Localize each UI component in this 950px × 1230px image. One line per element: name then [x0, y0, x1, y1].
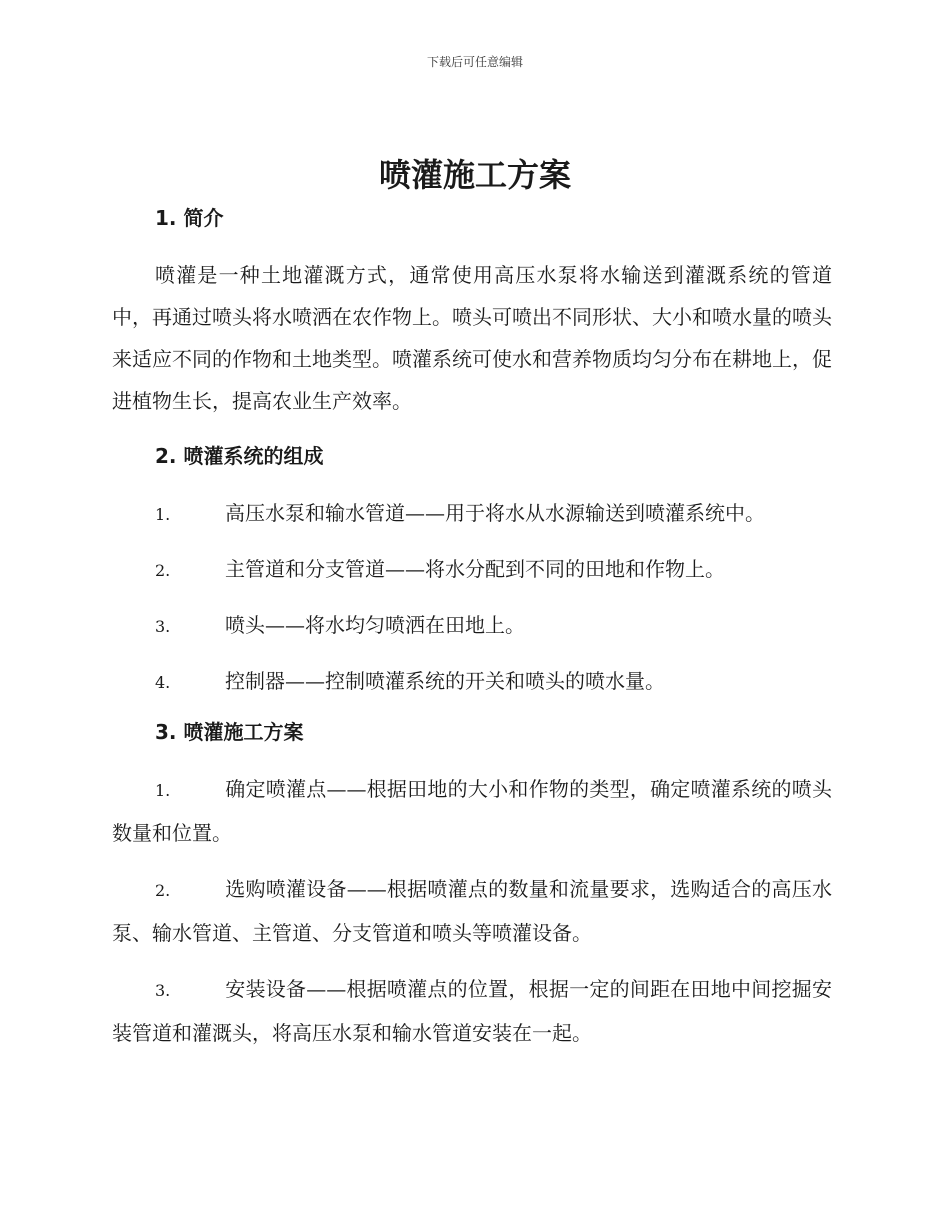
document-title: 喷灌施工方案	[378, 156, 571, 194]
list-item-text: 高压水泵和输水管道——用于将水从水源输送到喷灌系统中。	[225, 501, 765, 525]
list-number: 3.	[155, 981, 171, 1000]
list-number: 4.	[155, 673, 171, 692]
list-number: 2.	[155, 561, 171, 580]
list-item-text: 喷头——将水均匀喷洒在田地上。	[225, 613, 525, 637]
list-number: 2.	[155, 881, 171, 900]
list-item	[112, 604, 832, 648]
list-item	[112, 492, 832, 536]
document-body	[112, 200, 832, 1054]
list-item-text: 主管道和分支管道——将水分配到不同的田地和作物上。	[225, 557, 725, 581]
list-item	[112, 868, 832, 954]
list-item	[112, 660, 832, 704]
list-item	[112, 768, 832, 854]
list-item-text: 选购喷灌设备——根据喷灌点的数量和流量要求，选购适合的高压水泵、输水管道、主管道、分支管道和喷头等喷灌设备。	[112, 877, 832, 945]
header-note: 下载后可任意编辑	[426, 55, 523, 69]
list-item	[112, 968, 832, 1054]
section-heading: 1. 简介	[155, 206, 224, 230]
paragraph: 喷灌是一种土地灌溉方式，通常使用高压水泵将水输送到灌溉系统的管道中，再通过喷头将水喷洒在农作物上。喷头可喷出不同形状、大小和喷水量的喷头来适应不同的作物和土地类型。喷灌系统可使水和营养物质均匀分布在耕地上，促进植物生长，提高农业生产效率。	[112, 263, 832, 413]
list-number: 1.	[155, 505, 171, 524]
list-item-text: 控制器——控制喷灌系统的开关和喷头的喷水量。	[225, 669, 665, 693]
section-heading: 2. 喷灌系统的组成	[155, 444, 324, 468]
list-item	[112, 548, 832, 592]
list-number: 3.	[155, 617, 171, 636]
list-item-text: 安装设备——根据喷灌点的位置，根据一定的间距在田地中间挖掘安装管道和灌溉头，将高压水泵和输水管道安装在一起。	[112, 977, 832, 1045]
list-item-text: 确定喷灌点——根据田地的大小和作物的类型，确定喷灌系统的喷头数量和位置。	[112, 777, 832, 845]
list-number: 1.	[155, 781, 171, 800]
section-heading: 3. 喷灌施工方案	[155, 720, 304, 744]
